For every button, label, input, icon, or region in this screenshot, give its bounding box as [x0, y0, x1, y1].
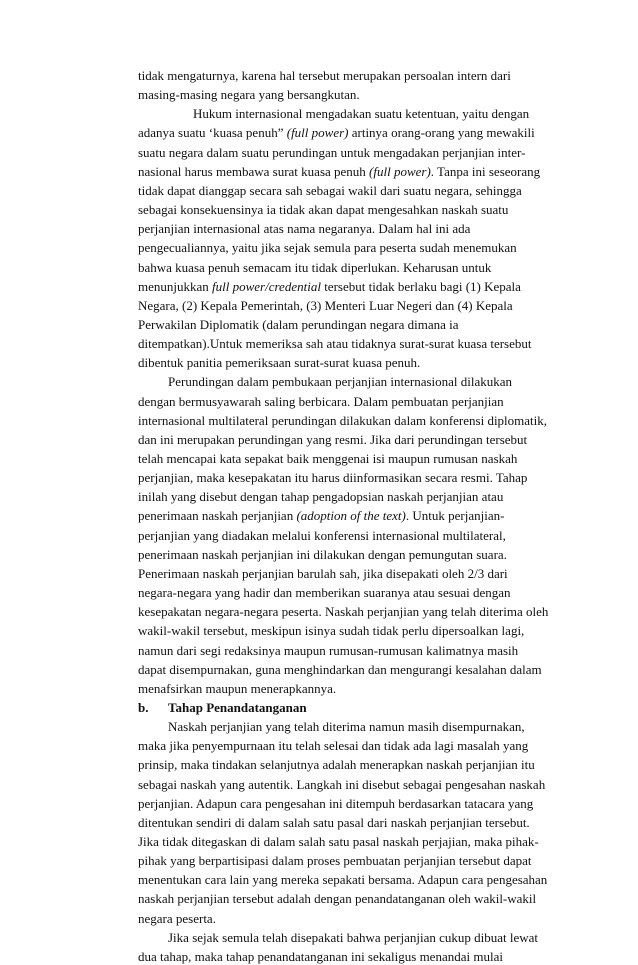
text-run: negara-negara yang hadir dan memberikan suaranya atau sesuai dengan [138, 585, 511, 601]
text-run: penerimaan naskah perjanjian [138, 508, 297, 524]
paragraph-line [138, 335, 532, 352]
section-title: Tahap Penandatanganan [168, 699, 307, 715]
text-run: dengan bermusyawarah saling berbicara. Dalam pembuatan perjanjian [138, 393, 504, 409]
text-run: tersebut tidak berlaku bagi (1) Kepala [320, 278, 521, 294]
paragraph-line [138, 469, 527, 486]
text-run: menunjukkan [138, 278, 213, 294]
paragraph-line [138, 144, 525, 161]
paragraph-line [138, 622, 524, 639]
text-line: prinsip, maka tindakan selanjutnya adalah menerapkan naskah perjanjian itu [138, 757, 535, 773]
paragraph-line [138, 546, 507, 563]
text-run: sebagai konsekuensinya ia tidak akan dapat mengesahkan naskah suatu [138, 202, 509, 218]
paragraph-line [138, 584, 511, 601]
italic-term: full power/credential [212, 278, 321, 294]
paragraph-line [138, 890, 536, 907]
paragraph-line [138, 67, 511, 84]
paragraph-line [138, 852, 531, 869]
section-heading [138, 699, 307, 716]
text-run: Negara, (2) Kepala Pemerintah, (3) Menteri Luar Negeri dan (4) Kepala [138, 297, 513, 313]
section-number: b. [138, 699, 149, 715]
text-line: tidak mengaturnya, karena hal tersebut merupakan persoalan intern dari [138, 68, 511, 83]
text-line: Jika sejak semula telah disepakati bahwa perjanjian cukup dibuat lewat [168, 929, 539, 945]
paragraph-line [138, 354, 420, 371]
text-run: perjanjian, maka kesepakatan itu harus diinformasikan secara resmi. Tahap [138, 470, 528, 486]
paragraph-line [138, 661, 542, 678]
paragraph-line [138, 756, 535, 773]
paragraph-line [138, 737, 528, 754]
text-line: negara peserta. [138, 910, 216, 926]
paragraph-line [138, 642, 518, 659]
paragraph-line [138, 297, 513, 314]
paragraph-line [138, 565, 508, 582]
paragraph-line [138, 680, 336, 697]
paragraph-line [138, 603, 548, 620]
text-run: dibentuk panitia pemeriksaan surat-surat kuasa penuh. [138, 355, 421, 371]
text-line: ditentukan sendiri di dalam salah satu pasal dari naskah perjanjian tersebut. [138, 814, 530, 830]
text-run: perjanjian internasional atas nama negaranya. Dalam hal ini ada [138, 221, 471, 237]
text-run: wakil-wakil tersebut, meskipun isinya sudah tidak perlu dipersoalkan lagi, [138, 623, 525, 639]
paragraph-line [138, 124, 535, 141]
paragraph-line [138, 393, 504, 410]
paragraph-line [138, 948, 503, 965]
text-run: Perundingan dalam pembukaan perjanjian internasional dilakukan [168, 374, 513, 390]
paragraph-line [138, 450, 517, 467]
text-run: internasional multilateral perundingan dilakukan dalam konferensi diplomatik, [138, 412, 548, 428]
paragraph-line [138, 163, 540, 180]
paragraph-line [138, 795, 533, 812]
paragraph-line [138, 431, 527, 448]
text-run: Hukum internasional mengadakan suatu ketentuan, yaitu dengan [193, 106, 530, 122]
paragraph-line [193, 105, 529, 122]
text-run: Penerimaan naskah perjanjian barulah sah, jika disepakati oleh 2/3 dari [138, 565, 508, 581]
text-run: inilah yang disebut dengan tahap pengadopsian naskah perjanjian atau [138, 489, 504, 505]
italic-term: (full power) [369, 163, 431, 179]
italic-term: (adoption of the text) [296, 508, 406, 524]
text-run: perjanjian yang diadakan melalui konferensi internasional multilateral, [138, 527, 506, 543]
text-run: ditempatkan).Untuk memeriksa sah atau tidaknya surat-surat kuasa tersebut [138, 336, 532, 352]
text-line: menentukan cara lain yang mereka sepakati bersama. Adapun cara pengesahan [138, 872, 548, 888]
text-run: suatu negara dalam suatu perundingan untuk mengadakan perjanjian inter- [138, 144, 526, 160]
paragraph-line [138, 507, 504, 524]
paragraph-line [168, 929, 538, 946]
text-run: dan ini merupakan perundingan yang resmi. Jika dari perundingan tersebut [138, 431, 528, 447]
paragraph-line [168, 718, 525, 735]
paragraph-line [168, 373, 512, 390]
paragraph-line [138, 871, 547, 888]
paragraph-line [138, 259, 491, 276]
text-run: artinya orang-orang yang mewakili [348, 125, 535, 141]
paragraph-line [138, 316, 459, 333]
paragraph-line [138, 86, 360, 103]
paragraph-line [138, 220, 470, 237]
text-run: . Tanpa ini seseorang [430, 163, 541, 179]
paragraph-line [138, 814, 530, 831]
paragraph-line [138, 776, 545, 793]
text-line: Naskah perjanjian yang telah diterima namun masih disempurnakan, [168, 719, 525, 735]
text-run: bahwa kuasa penuh semacam itu tidak diperlukan. Keharusan untuk [138, 259, 492, 275]
text-run: kesepakatan negara-negara peserta. Naskah perjanjian yang telah diterima oleh [138, 604, 549, 620]
text-run: menafsirkan maupun menerapkannya. [138, 680, 337, 696]
text-line: naskah perjanjian tersebut adalah dengan penandatanganan oleh wakil-wakil [138, 891, 537, 907]
text-run: adanya suatu ‘kuasa penuh” [138, 125, 287, 141]
italic-term: (full power) [286, 125, 349, 141]
text-line: Jika tidak ditegaskan di dalam salah satu pasal naskah perjajian, maka pihak- [138, 834, 539, 849]
paragraph-line [138, 412, 547, 429]
paragraph-line [138, 527, 506, 544]
text-run: tidak dapat dianggap secara sah sebagai wakil dari suatu negara, sehingga [138, 182, 522, 198]
text-run: nasional harus membawa surat kuasa penuh [138, 163, 370, 179]
text-run: telah mencapai kata sepakat baik menggenai isi maupun rumusan naskah [138, 451, 518, 466]
text-run: . Untuk perjanjian- [405, 508, 505, 524]
text-run: namun dari segi redaksinya maupun rumusan-rumusan kalimatnya masih [138, 642, 519, 658]
paragraph-line [138, 239, 517, 256]
paragraph-line [138, 278, 521, 295]
paragraph-line [138, 201, 508, 218]
paragraph-line [138, 488, 503, 505]
paragraph-line [138, 833, 539, 850]
text-run: pengecualiannya, yaitu jika sejak semula para peserta sudah menemukan [138, 240, 517, 256]
text-line: pihak yang berpartisipasi dalam proses pembuatan perjanjian tersebut dapat [138, 853, 532, 869]
text-line: perjanjian. Adapun cara pengesahan ini ditempuh berdasarkan tatacara yang [138, 795, 534, 811]
text-line: maka jika penyempurnaan itu telah selesai dan tidak ada lagi masalah yang [138, 738, 529, 754]
paragraph-line [138, 910, 216, 927]
text-run: dapat disempurnakan, guna menghindarkan dan mengurangi kesalahan dalam [138, 661, 542, 677]
text-line: sebagai naskah yang autentik. Langkah ini disebut sebagai pengesahan naskah [138, 776, 546, 792]
text-run: Perwakilan Diplomatik (dalam perundingan negara dimana ia [138, 316, 459, 332]
text-line: dua tahap, maka tahap penandatanganan ini sekaligus menandai mulai [138, 948, 503, 964]
text-line: masing-masing negara yang bersangkutan. [138, 87, 360, 103]
paragraph-line [138, 182, 522, 199]
text-run: penerimaan naskah perjanjian ini dilakukan dengan pemungutan suara. [138, 546, 507, 562]
